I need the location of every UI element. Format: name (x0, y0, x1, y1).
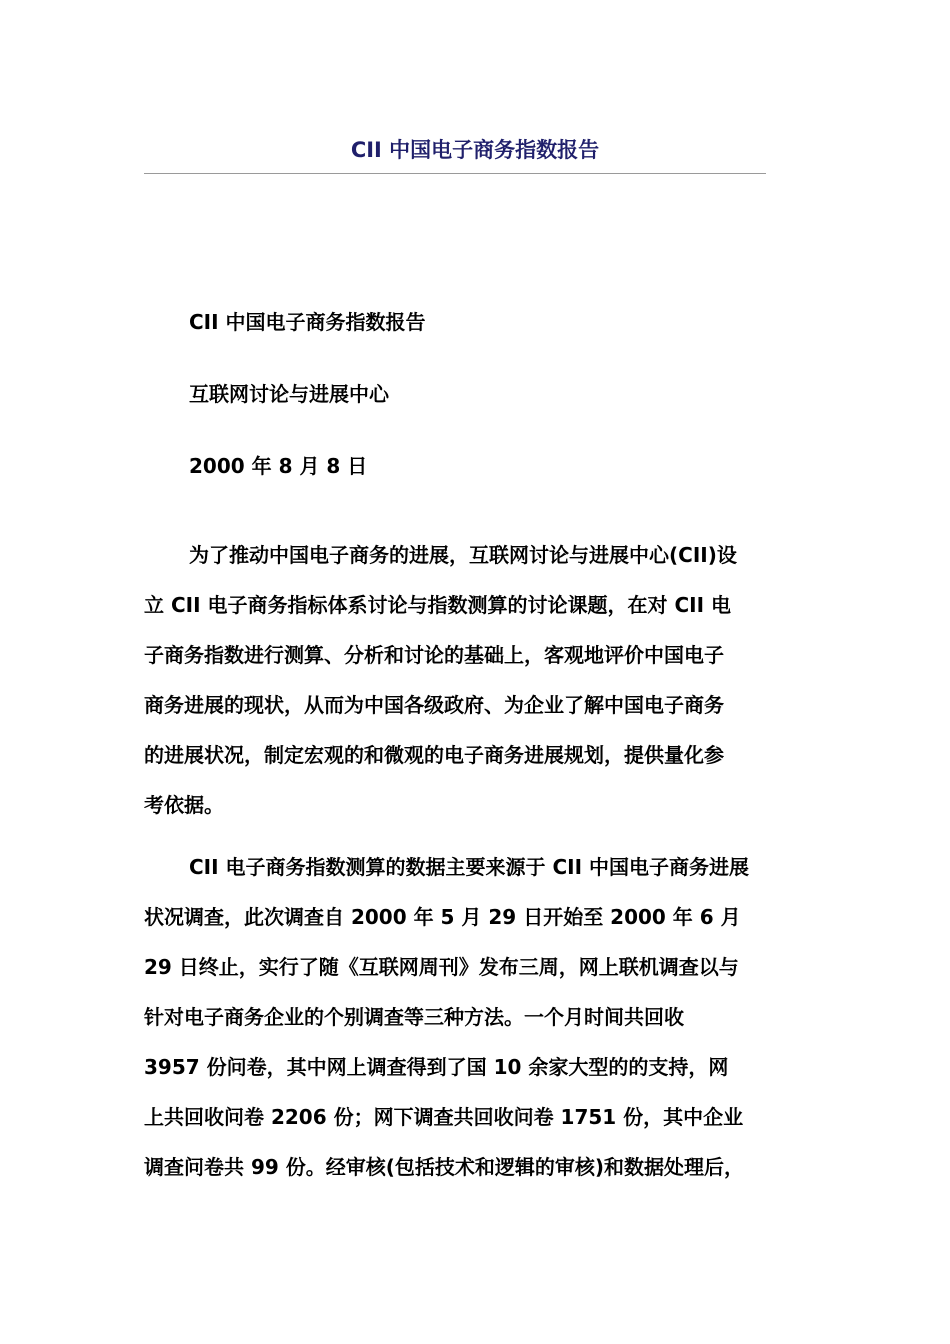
document-body (144, 304, 806, 1192)
paragraph-line: 商务进展的现状，从而为中国各级政府、为企业了解中国电子商务 (144, 693, 724, 717)
paragraph-line: 立 CII 电子商务指标体系讨论与指数测算的讨论课题，在对 CII 电 (144, 593, 731, 617)
paragraph-intro (144, 530, 806, 830)
paragraph-line: 3957 份问卷，其中网上调查得到了国 10 余家大型的的支持，网 (144, 1055, 729, 1079)
header-divider (144, 173, 766, 174)
paragraph-line: 考依据。 (144, 793, 224, 817)
paragraph-line: 29 日终止，实行了随《互联网周刊》发布三周，网上联机调查以与 (144, 955, 739, 979)
paragraph-line: 调查问卷共 99 份。经审核(包括技术和逻辑的审核)和数据处理后， (144, 1155, 745, 1179)
document-organization: 互联网讨论与进展中心 (189, 382, 389, 406)
paragraph-line: 上共回收问卷 2206 份；网下调查共回收问卷 1751 份，其中企业 (144, 1105, 744, 1129)
page-header-title: CII 中国电子商务指数报告 (350, 138, 600, 162)
paragraph-line: 为了推动中国电子商务的进展，互联网讨论与进展中心(CII)设 (189, 543, 737, 567)
paragraph-line: CII 电子商务指数测算的数据主要来源于 CII 中国电子商务进展 (189, 855, 750, 879)
document-title: CII 中国电子商务指数报告 (189, 310, 426, 334)
paragraph-line: 的进展状况，制定宏观的和微观的电子商务进展规划，提供量化参 (144, 743, 724, 767)
document-date: 2000 年 8 月 8 日 (189, 454, 368, 478)
paragraph-data-source (144, 842, 806, 1192)
paragraph-line: 子商务指数进行测算、分析和讨论的基础上，客观地评价中国电子 (144, 643, 724, 667)
paragraph-line: 针对电子商务企业的个别调查等三种方法。一个月时间共回收 (144, 1005, 684, 1029)
paragraph-line: 状况调查，此次调查自 2000 年 5 月 29 日开始至 2000 年 6 月 (144, 905, 741, 929)
